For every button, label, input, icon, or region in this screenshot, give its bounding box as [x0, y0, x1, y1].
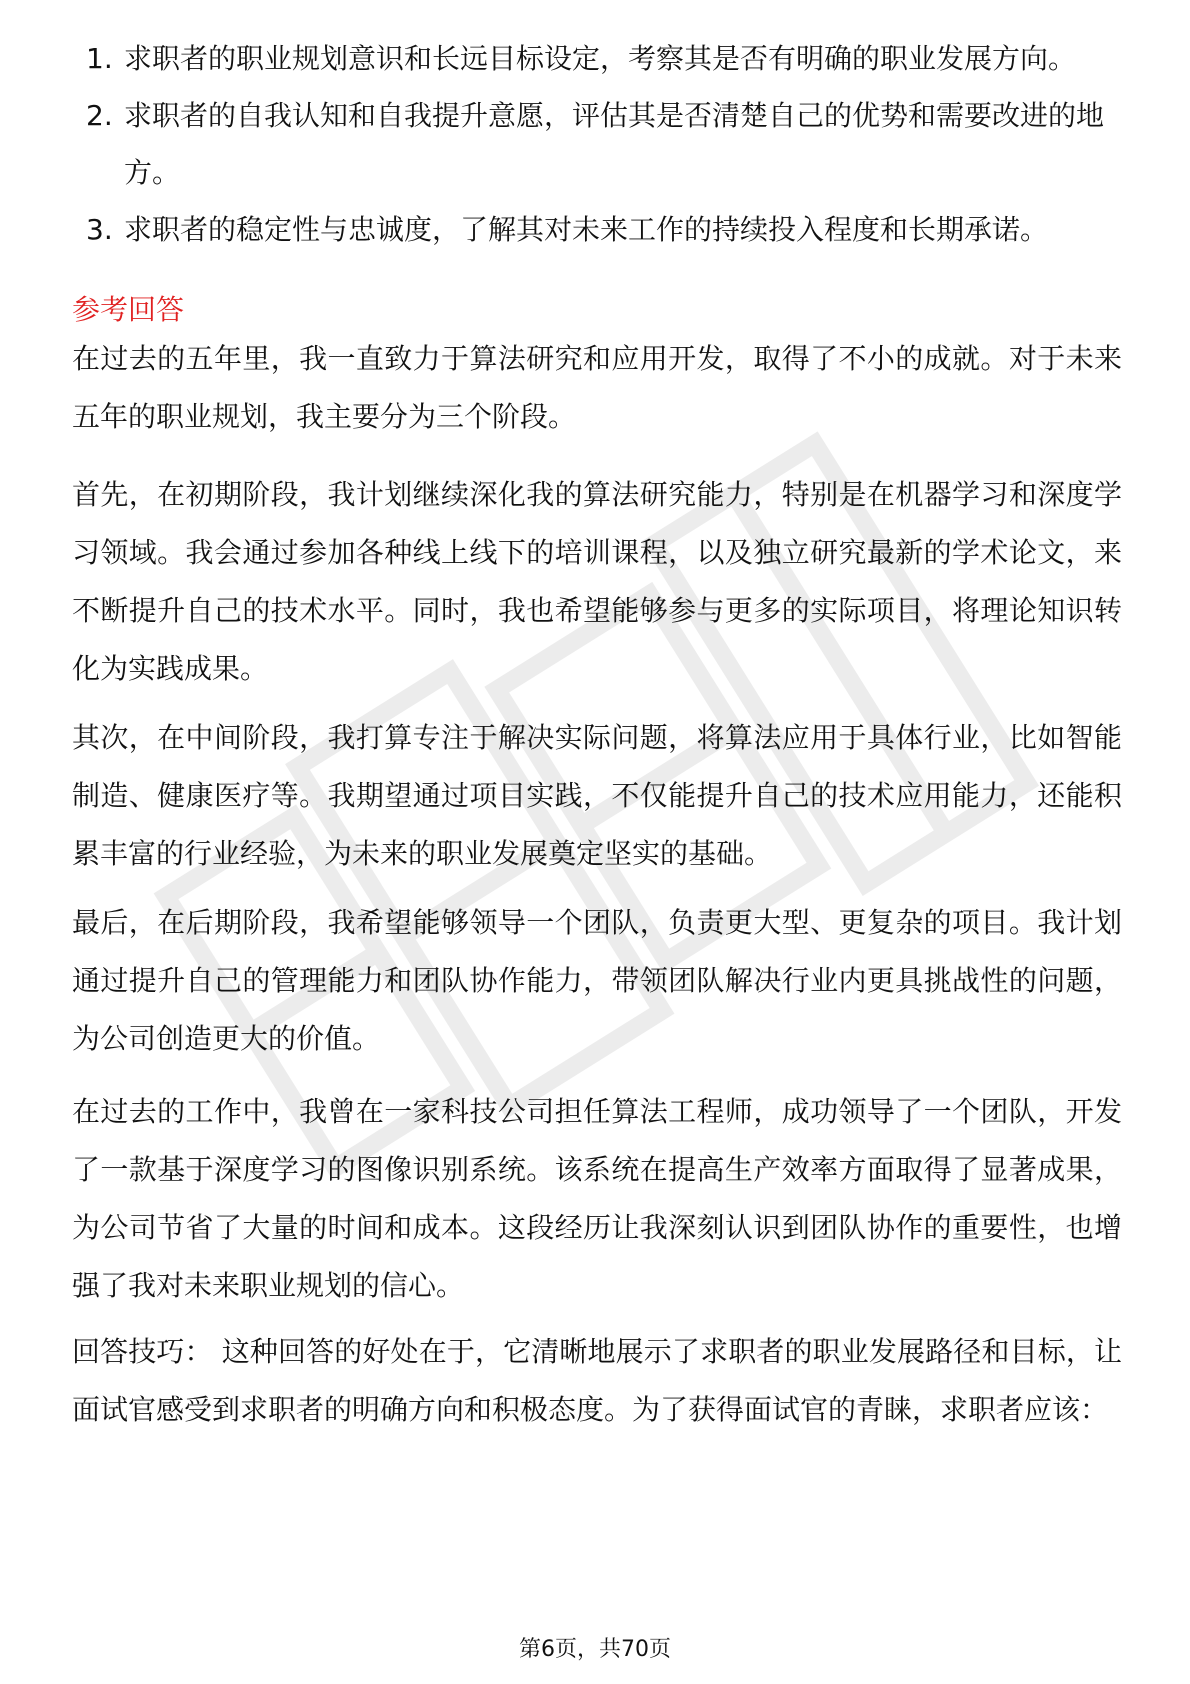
list-item-text: 求职者的自我认知和自我提升意愿，评估其是否清楚自己的优势和需要改进的地方。	[124, 99, 1105, 189]
list-item-number: 3.	[86, 213, 113, 246]
list-item-number: 2.	[86, 99, 113, 132]
list-item-text: 求职者的职业规划意识和长远目标设定，考察其是否有明确的职业发展方向。	[124, 42, 1077, 75]
list-item-number: 1.	[86, 42, 113, 75]
page-footer: 第6页，共70页	[519, 1637, 671, 1662]
paragraph-experience: 在过去的工作中，我曾在一家科技公司担任算法工程师，成功领导了一个团队，开发了一款基于深度学习的图像识别系统。该系统在提高生产效率方面取得了显著成果，为公司节省了大量的时间和成本。这段经历让我深刻认识到团队协作的重要性，也增强了我对未来职业规划的信心。	[72, 1095, 1122, 1302]
paragraph-phase-one: 首先，在初期阶段，我计划继续深化我的算法研究能力，特别是在机器学习和深度学习领域。我会通过参加各种线上线下的培训课程，以及独立研究最新的学术论文，来不断提升自己的技术水平。同时，我也希望能够参与更多的实际项目，将理论知识转化为实践成果。	[72, 478, 1122, 685]
list-item	[72, 30, 1122, 87]
paragraph-phase-two: 其次，在中间阶段，我打算专注于解决实际问题，将算法应用于具体行业，比如智能制造、健康医疗等。我期望通过项目实践，不仅能提升自己的技术应用能力，还能积累丰富的行业经验，为未来的职业发展奠定坚实的基础。	[72, 721, 1122, 870]
list-item	[72, 87, 1122, 201]
section-title: 参考回答	[72, 293, 185, 326]
paragraph-tips: 回答技巧： 这种回答的好处在于，它清晰地展示了求职者的职业发展路径和目标，让面试官感受到求职者的明确方向和积极态度。为了获得面试官的青睐，求职者应该：	[72, 1335, 1122, 1426]
paragraph-phase-three: 最后，在后期阶段，我希望能够领导一个团队，负责更大型、更复杂的项目。我计划通过提升自己的管理能力和团队协作能力，带领团队解决行业内更具挑战性的问题，为公司创造更大的价值。	[72, 906, 1122, 1055]
list-item-text: 求职者的稳定性与忠诚度，了解其对未来工作的持续投入程度和长期承诺。	[124, 213, 1049, 246]
list-item	[72, 201, 1122, 258]
numbered-list	[72, 30, 1122, 258]
paragraph-intro: 在过去的五年里，我一直致力于算法研究和应用开发，取得了不小的成就。对于未来五年的职业规划，我主要分为三个阶段。	[72, 342, 1122, 433]
